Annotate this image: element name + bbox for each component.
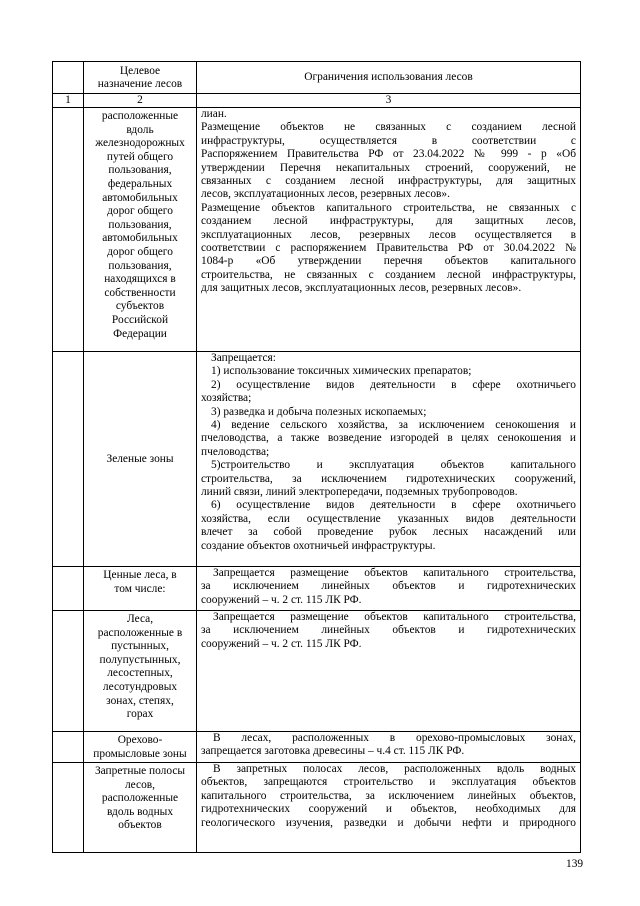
restriction-text-line: создание объектов охотничьей инфраструктуры. [201, 539, 436, 552]
purpose-text-line: расположенные [101, 110, 179, 122]
restriction-cell [197, 763, 581, 853]
restriction-text-line: влечет за собой проведение рубок лесных насаждений или [201, 526, 576, 539]
purpose-text-line: федеральных [107, 177, 173, 190]
column-number-row [53, 94, 581, 108]
restriction-text-line: 3) разведка и добыча полезных ископаемых; [211, 405, 427, 418]
restriction-text-line: 1084-р «Об утверждении перечня объектов капитального [201, 255, 576, 268]
table-row [53, 763, 581, 853]
purpose-text-line: находящихся в [104, 273, 176, 286]
forest-restrictions-table [52, 61, 581, 853]
purpose-text-line: Ценные леса, в [103, 569, 177, 581]
restriction-text-line: строительства, не связанных с созданием лесной инфраструктуры, [201, 268, 576, 281]
purpose-text-line: Запретные полосы [94, 765, 186, 777]
purpose-cell [84, 732, 197, 763]
purpose-text-line: пользования, [108, 259, 172, 272]
row-number-cell [53, 567, 84, 611]
restriction-text-line: пчеловодства, а также возведение изгородей в целях сенокошения и [201, 432, 576, 445]
table-row [53, 108, 581, 352]
restriction-text-line: В запретных полосах лесов, расположенных вдоль водных [213, 763, 576, 775]
restriction-text-line: за исключением линейных объектов и гидротехнических [201, 624, 576, 637]
column-number: 1 [53, 94, 84, 108]
header-cell-1 [53, 62, 84, 94]
restriction-text-line: сооружений – ч. 2 ст. 115 ЛК РФ. [201, 637, 362, 650]
header-cell-restrictions: Ограничения использования лесов [197, 62, 581, 94]
purpose-text-line: собственности [104, 286, 176, 299]
purpose-text-line: Зеленые зоны [106, 453, 174, 466]
restriction-text-line: утверждении Перечня некапитальных строений, сооружений, не [201, 161, 576, 174]
table-header-row [53, 62, 581, 94]
restriction-text-line: линий связи, линий электропередачи, подземных трубопроводов. [201, 486, 518, 499]
purpose-text-line: Орехово- [117, 734, 163, 746]
purpose-text-line: пользования, [108, 164, 172, 177]
purpose-text-line: расположенные в [97, 626, 183, 639]
row-number-cell [53, 108, 84, 352]
restriction-text-line: 4) ведение сельского хозяйства, за исключением сенокошения и [211, 419, 576, 432]
purpose-cell [84, 763, 197, 853]
purpose-text-line: автомобильных [102, 232, 178, 245]
restriction-text-line: хозяйства, если осуществление указанных видов деятельности [201, 512, 576, 525]
restriction-text-line: 6) осуществление видов деятельности в сфере охотничьего [211, 499, 576, 512]
purpose-text-line: Леса, [126, 613, 154, 625]
purpose-text-line: железнодорожных [95, 137, 185, 150]
restriction-cell [197, 567, 581, 611]
restriction-cell [197, 732, 581, 763]
restriction-text-line: запрещается заготовка древесины – ч.4 ст. 115 ЛК РФ. [201, 745, 465, 758]
row-number-cell [53, 352, 84, 567]
restriction-text-line: за исключением линейных объектов и гидротехнических [201, 580, 576, 593]
purpose-text-line: вдоль [126, 123, 154, 136]
restriction-text-line: для защитных лесов, эксплуатационных лесов, резервных лесов». [201, 282, 522, 295]
purpose-cell [84, 611, 197, 732]
purpose-text-line: полупустынных, [99, 653, 181, 666]
restriction-cell [197, 611, 581, 732]
restriction-text-line: связанных с созданием лесной инфраструктуры, для защитных [201, 175, 576, 188]
restriction-text-line: лесов, эксплуатационных лесов, резервных лесов». [201, 188, 450, 201]
restriction-text-line: строительства, за исключением гидротехнических сооружений, [201, 472, 576, 485]
restriction-text-line: В лесах, расположенных в орехово-промысловых зонах, [213, 732, 576, 744]
purpose-text-line: лесостепных, [107, 667, 173, 680]
restriction-text-line: соответствии с распоряжением Правительства РФ от 30.04.2022 № [201, 242, 576, 255]
restriction-text-line: геологического изучения, разведки и добычи нефти и природного [201, 816, 576, 829]
purpose-text-line: пользования, [108, 218, 172, 231]
header-cell-purpose [84, 62, 197, 94]
purpose-text-line: дорог общего [107, 205, 173, 218]
table-row [53, 567, 581, 611]
table-row [53, 732, 581, 763]
restriction-text-line: объектов, запрещаются строительство и эксплуатация объектов [201, 776, 576, 789]
purpose-cell [84, 352, 197, 567]
restriction-text-line: хозяйства; [201, 392, 252, 405]
restriction-text-line: Запрещается: [211, 352, 276, 364]
purpose-text-line: Российской [111, 313, 169, 326]
header-purpose-line: назначение лесов [97, 77, 183, 90]
table-row [53, 352, 581, 567]
purpose-text-line: том числе: [114, 582, 166, 595]
purpose-text-line: вдоль водных [106, 805, 174, 818]
row-number-cell [53, 763, 84, 853]
restriction-cell [197, 352, 581, 567]
header-purpose-line: Целевое [119, 64, 161, 77]
purpose-text-line: автомобильных [102, 191, 178, 204]
column-number: 3 [197, 94, 581, 108]
restriction-text-line: Запрещается размещение объектов капитального строительства, [213, 567, 576, 579]
restriction-text-line: лиан. [201, 108, 227, 120]
row-number-cell [53, 611, 84, 732]
restriction-text-line: Распоряжением Правительства РФ от 23.04.2022 № 999 - р «Об [201, 148, 576, 161]
restriction-text-line: гидротехнических сооружений и объектов, необходимых для [201, 803, 576, 816]
purpose-text-line: объектов [118, 819, 162, 832]
restriction-text-line: Размещение объектов капитального строительства, не связанных с [201, 201, 576, 214]
purpose-text-line: дорог общего [107, 245, 173, 258]
purpose-text-line: субъектов [115, 300, 165, 313]
column-number: 2 [84, 94, 197, 108]
restriction-text-line: пчеловодства; [201, 445, 270, 458]
restriction-cell [197, 108, 581, 352]
restriction-text-line: капитального строительства, за исключением линейных объектов, [201, 789, 576, 802]
row-number-cell [53, 732, 84, 763]
purpose-text-line: расположенные [101, 792, 179, 805]
restriction-text-line: 1) использование токсичных химических препаратов; [211, 365, 472, 378]
table-row [53, 611, 581, 732]
purpose-cell [84, 108, 197, 352]
page-number: 139 [566, 858, 584, 870]
purpose-text-line: горах [126, 708, 154, 721]
restriction-text-line: эксплуатационных лесов, резервных лесов осуществляется в [201, 228, 576, 241]
purpose-text-line: Федерации [113, 327, 167, 340]
restriction-text-line: Запрещается размещение объектов капитального строительства, [213, 611, 576, 623]
restriction-text-line: Размещение объектов не связанных с созданием лесной [201, 121, 576, 134]
restriction-text-line: созданием лесной инфраструктуры, для защитных лесов, [201, 215, 576, 228]
restriction-text-line: 2) осуществление видов деятельности в сфере охотничьего [211, 378, 576, 391]
purpose-text-line: зонах, степях, [106, 694, 174, 707]
purpose-text-line: путей общего [106, 150, 174, 163]
restriction-text-line: сооружений – ч. 2 ст. 115 ЛК РФ. [201, 593, 362, 606]
purpose-cell [84, 567, 197, 611]
purpose-text-line: промысловые зоны [93, 747, 187, 760]
purpose-text-line: лесотундровых [102, 680, 178, 693]
restriction-text-line: 5)строительство и эксплуатация объектов капитального [211, 459, 576, 472]
restriction-text-line: инфраструктуры, осуществляется в соответствии с [201, 134, 576, 147]
purpose-text-line: лесов, [124, 778, 155, 791]
purpose-text-line: пустынных, [111, 640, 169, 653]
